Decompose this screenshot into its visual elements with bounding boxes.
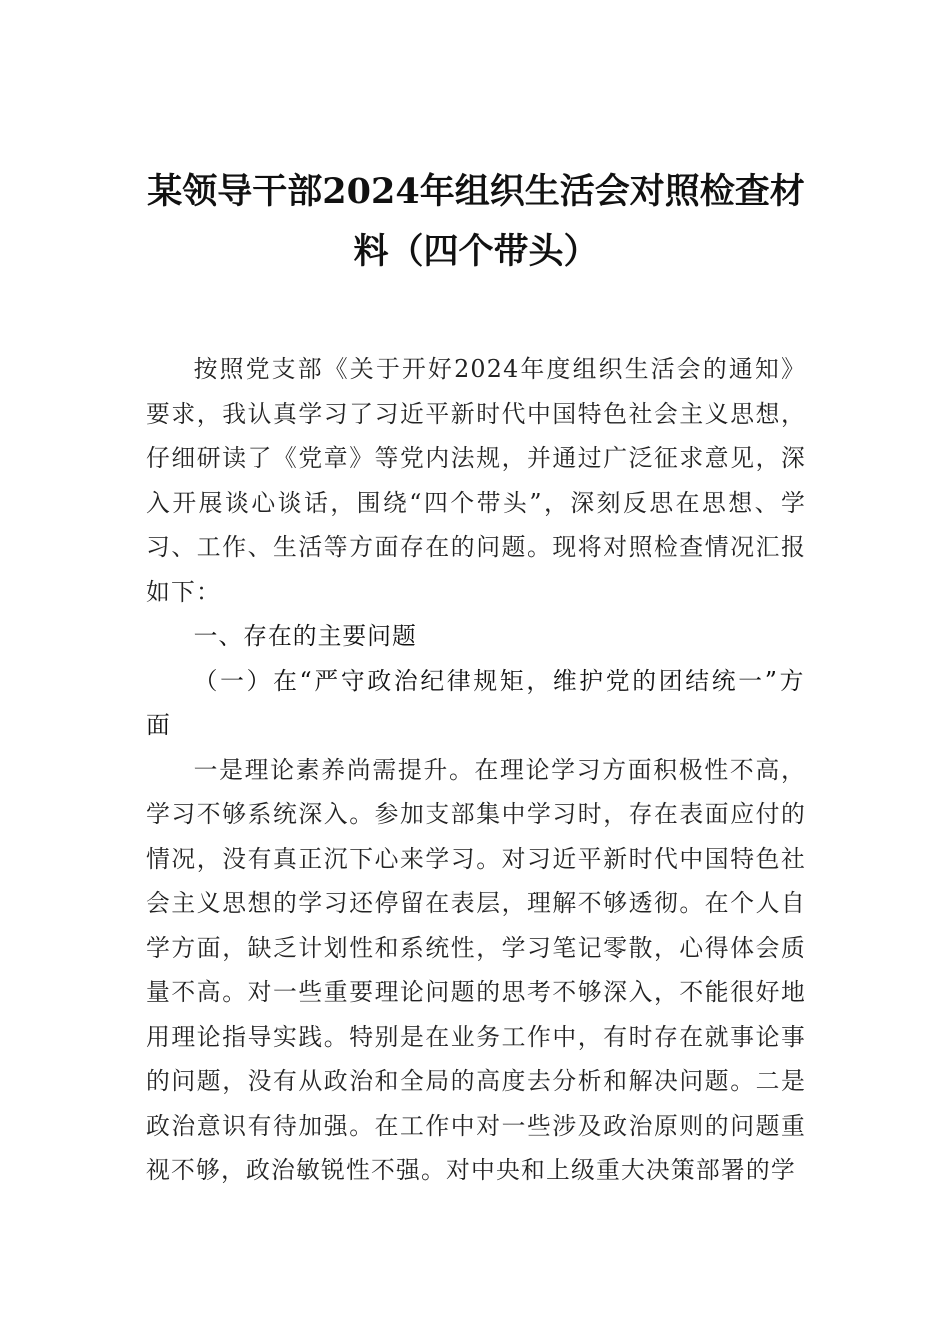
section-heading: 一、存在的主要问题	[193, 622, 417, 650]
document-title	[146, 162, 806, 282]
body-paragraph: 一是理论素养尚需提升。在理论学习方面积极性不高，学习不够系统深入。参加支部集中学习时，存在表面应付的情况，没有真正沉下心来学习。对习近平新时代中国特色社会主义思想的学习还停留在表层，理解不够透彻。在个人自学方面，缺乏计划性和系统性，学习笔记零散，心得体会质量不高。对一些重要理论问题的思考不够深入，不能很好地用理论指导实践。特别是在业务工作中，有时存在就事论事的问题，没有从政治和全局的高度去分析和解决问题。二是政治意识有待加强。在工作中对一些涉及政治原则的问题重视不够，政治敏锐性不强。对中央和上级重大决策部署的学	[146, 755, 806, 1184]
title-line-1: 某领导干部2024年组织生活会对照检查材	[147, 171, 805, 212]
title-line-2: 料（四个带头）	[353, 231, 599, 272]
document-body	[146, 347, 806, 1193]
intro-paragraph: 按照党支部《关于开好2024年度组织生活会的通知》要求，我认真学习了习近平新时代中国特色社会主义思想，仔细研读了《党章》等党内法规，并通过广泛征求意见，深入开展谈心谈话，围绕“四个带头”，深刻反思在思想、学习、工作、生活等方面存在的问题。现将对照检查情况汇报如下：	[146, 355, 806, 606]
subsection-heading: （一）在“严守政治纪律规矩，维护党的团结统一”方面	[146, 666, 806, 739]
